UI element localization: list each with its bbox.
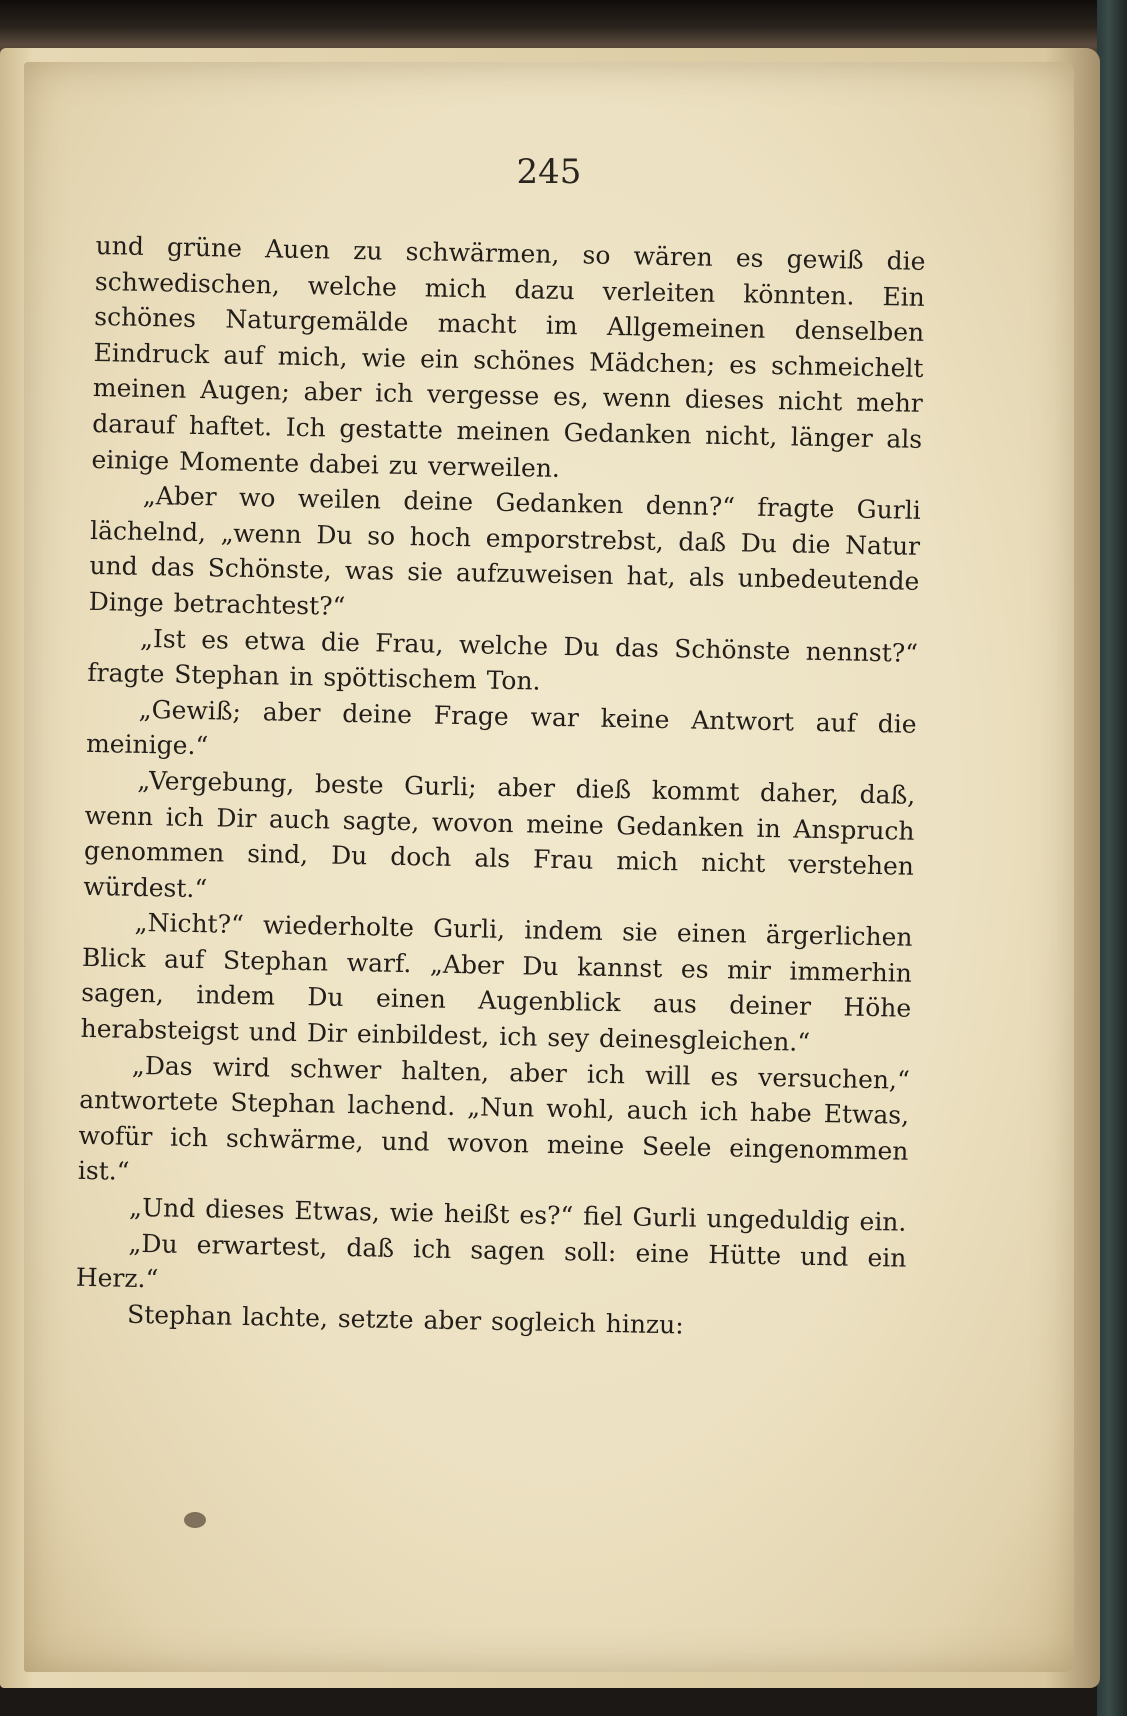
book-page <box>24 62 1074 1672</box>
paragraph: „Das wird schwer halten, aber ich will es versuchen,“ antwortete Stephan lachend. „Nun wohl, auch ich habe Etwas, wofür ich schwärme, und wovon meine Seele eingenommen ist.“ <box>77 1050 911 1187</box>
paragraph: „Aber wo weilen deine Gedanken denn?“ fragte Gurli lächelnd, „wenn Du so hoch emporstrebst, daß Du die Natur und das Schönste, was sie aufzuweisen hat, als unbedeutende Dinge betrachtest?“ <box>88 481 922 621</box>
book-cover-edge-right <box>1097 0 1127 1716</box>
paragraph: „Du erwartest, daß ich sagen soll: eine Hütte und ein Herz.“ <box>75 1228 907 1294</box>
paragraph: „Ist es etwa die Frau, welche Du das Schönste nennst?“ fragte Stephan in spöttischem Ton. <box>87 623 919 696</box>
paragraph: „Gewiß; aber deine Frage war keine Antwort auf die meinige.“ <box>85 694 917 761</box>
ink-stain <box>184 1512 206 1528</box>
paragraph: „Und dieses Etwas, wie heißt es?“ fiel Gurli ungeduldig ein. <box>128 1192 907 1237</box>
page-number: 245 <box>516 152 582 192</box>
paragraph: Stephan lachte, setzte aber sogleich hinzu: <box>126 1299 684 1340</box>
page-text <box>75 228 926 1347</box>
paragraph: und grüne Auen zu schwärmen, so wären es gewiß die schwedischen, welche mich dazu verleiten könnten. Ein schönes Naturgemälde macht im Allgemeinen denselben Eindruck auf mich, wie ein schönes Mädchen; es schmeichelt meinen Augen; aber ich vergesse es, wenn dieses nicht mehr darauf haftet. Ich gestatte meinen Gedanken nicht, länger als einige Momente dabei zu verweilen. <box>91 230 926 483</box>
paragraph: „Nicht?“ wiederholte Gurli, indem sie einen ärgerlichen Blick auf Stephan warf. „Aber Du kannst es mir immerhin sagen, indem Du einen Augenblick aus deiner Höhe herabsteigst und Dir einbildest, ich sey deinesgleichen.“ <box>80 908 913 1057</box>
paragraph: „Vergebung, beste Gurli; aber dieß kommt daher, daß, wenn ich Dir auch sagte, wovon meine Gedanken in Anspruch genommen sind, Du doch als Frau mich nicht verstehen würdest.“ <box>83 765 916 903</box>
